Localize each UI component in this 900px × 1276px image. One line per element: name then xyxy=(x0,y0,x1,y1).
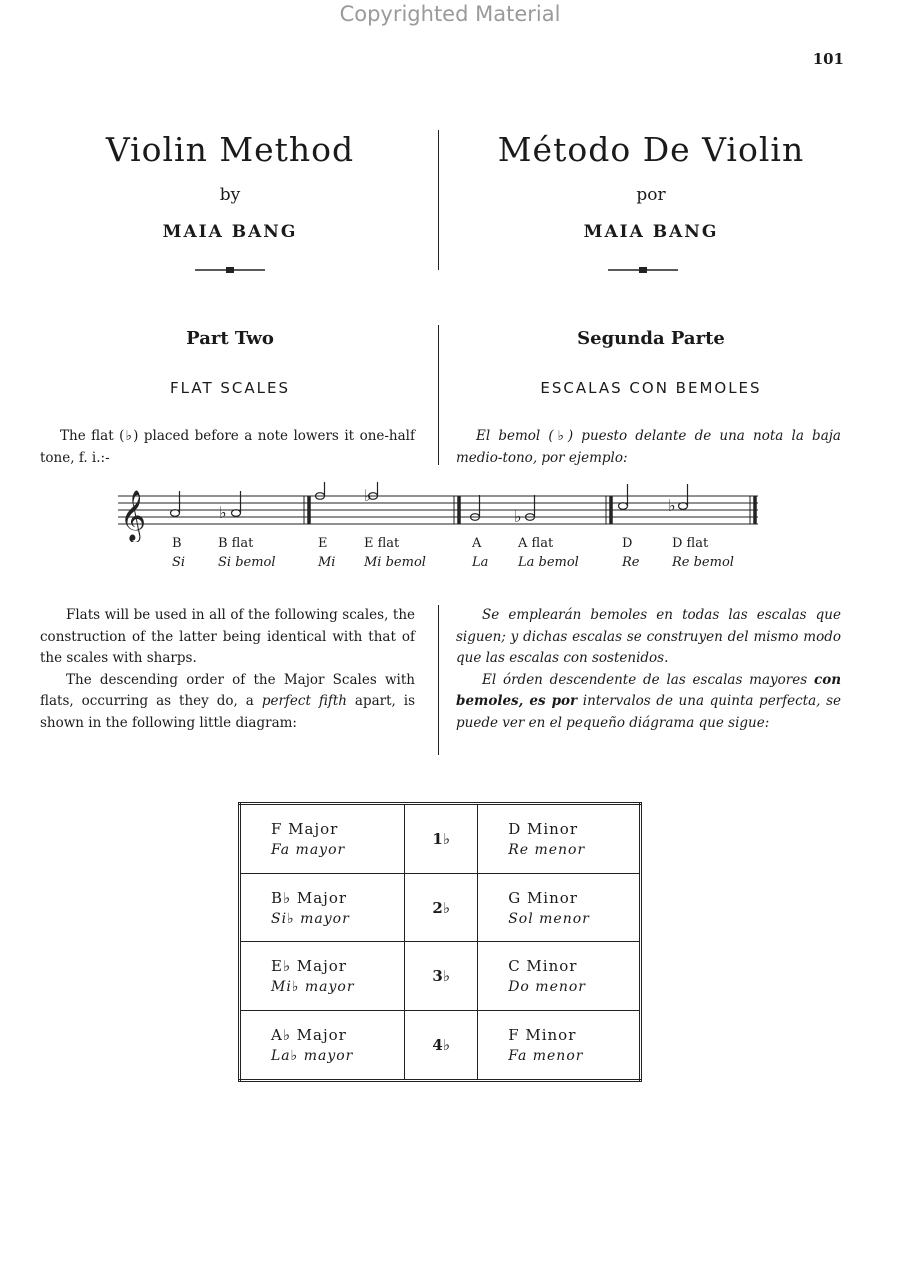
title-en: Violin Method xyxy=(105,130,355,169)
note-label: A La xyxy=(472,536,489,570)
flat-count-cell: 3♭ xyxy=(405,942,478,1011)
section-heading-en: FLAT SCALES xyxy=(170,379,290,397)
column-divider-bottom xyxy=(438,605,439,755)
note-label: A flat La bemol xyxy=(518,536,579,570)
author-en: MAIA BANG xyxy=(162,222,298,242)
column-divider-top xyxy=(438,130,439,270)
note-label: D Re xyxy=(622,536,640,570)
minor-key-cell: F Minor Fa menor xyxy=(478,1011,641,1081)
page-number: 101 xyxy=(812,50,844,68)
table-row xyxy=(240,942,641,1011)
part-heading-en: Part Two xyxy=(186,328,274,349)
note-label: E flat Mi bemol xyxy=(364,536,426,570)
intro-text-en: The flat (♭) placed before a note lowers it one-half tone, f. i.:- xyxy=(40,428,415,466)
body-text-en xyxy=(40,605,415,734)
part-heading-es: Segunda Parte xyxy=(577,328,725,349)
note-label: B flat Si bemol xyxy=(218,536,276,570)
minor-key-cell: G Minor Sol menor xyxy=(478,873,641,942)
flat-count-cell: 4♭ xyxy=(405,1011,478,1081)
by-es: por xyxy=(636,185,666,205)
paragraph: Flats will be used in all of the following scales, the construction of the latter being identical with that of the scales with sharps. xyxy=(40,607,415,666)
paragraph: El órden descendente de las escalas mayores con bemoles, es por intervalos de una quinta perfecta, se puede ver en el pequeño diágrama que sigue: xyxy=(456,671,842,731)
music-staff xyxy=(118,482,760,542)
table-row xyxy=(240,804,641,874)
emphasis: perfect fifth xyxy=(261,693,347,709)
flat-count-cell: 2♭ xyxy=(405,873,478,942)
author-es: MAIA BANG xyxy=(583,222,719,242)
paragraph: The descending order of the Major Scales with flats, occurring as they do, a perfect fifth apart, is shown in the following little diagram: xyxy=(40,671,416,731)
table-row xyxy=(240,873,641,942)
svg-text:♭: ♭ xyxy=(219,503,227,522)
copyright-watermark: Copyrighted Material xyxy=(339,2,561,26)
table-row xyxy=(240,1011,641,1081)
intro-text-es: El bemol (♭) puesto delante de una nota la baja medio-tono, por ejemplo: xyxy=(456,428,841,466)
svg-text:♭: ♭ xyxy=(668,496,676,515)
note-label: B Si xyxy=(172,536,186,570)
ornament-divider-en xyxy=(195,262,265,278)
minor-key-cell: C Minor Do menor xyxy=(478,942,641,1011)
note-label: D flat Re bemol xyxy=(672,536,734,570)
column-divider-middle xyxy=(438,325,439,465)
note-label: E Mi xyxy=(318,536,336,570)
title-es: Método De Violin xyxy=(497,130,805,169)
by-en: by xyxy=(219,185,241,205)
svg-text:♭: ♭ xyxy=(514,507,522,526)
section-heading-es: ESCALAS CON BEMOLES xyxy=(540,379,762,397)
major-key-cell: A♭ Major La♭ mayor xyxy=(240,1011,405,1081)
paragraph: Se emplearán bemoles en todas las escalas que siguen; y dichas escalas se construyen del mismo modo que las escalas con sostenidos. xyxy=(456,607,841,666)
body-text-es xyxy=(456,605,841,734)
svg-text:♭: ♭ xyxy=(364,486,372,505)
treble-clef: 𝄞 xyxy=(120,490,147,541)
major-key-cell: F Major Fa mayor xyxy=(240,804,405,874)
major-key-cell: E♭ Major Mi♭ mayor xyxy=(240,942,405,1011)
flat-count-cell: 1♭ xyxy=(405,804,478,874)
minor-key-cell: D Minor Re menor xyxy=(478,804,641,874)
major-key-cell: B♭ Major Si♭ mayor xyxy=(240,873,405,942)
key-signature-table xyxy=(238,802,642,1082)
ornament-divider-es xyxy=(608,262,678,278)
